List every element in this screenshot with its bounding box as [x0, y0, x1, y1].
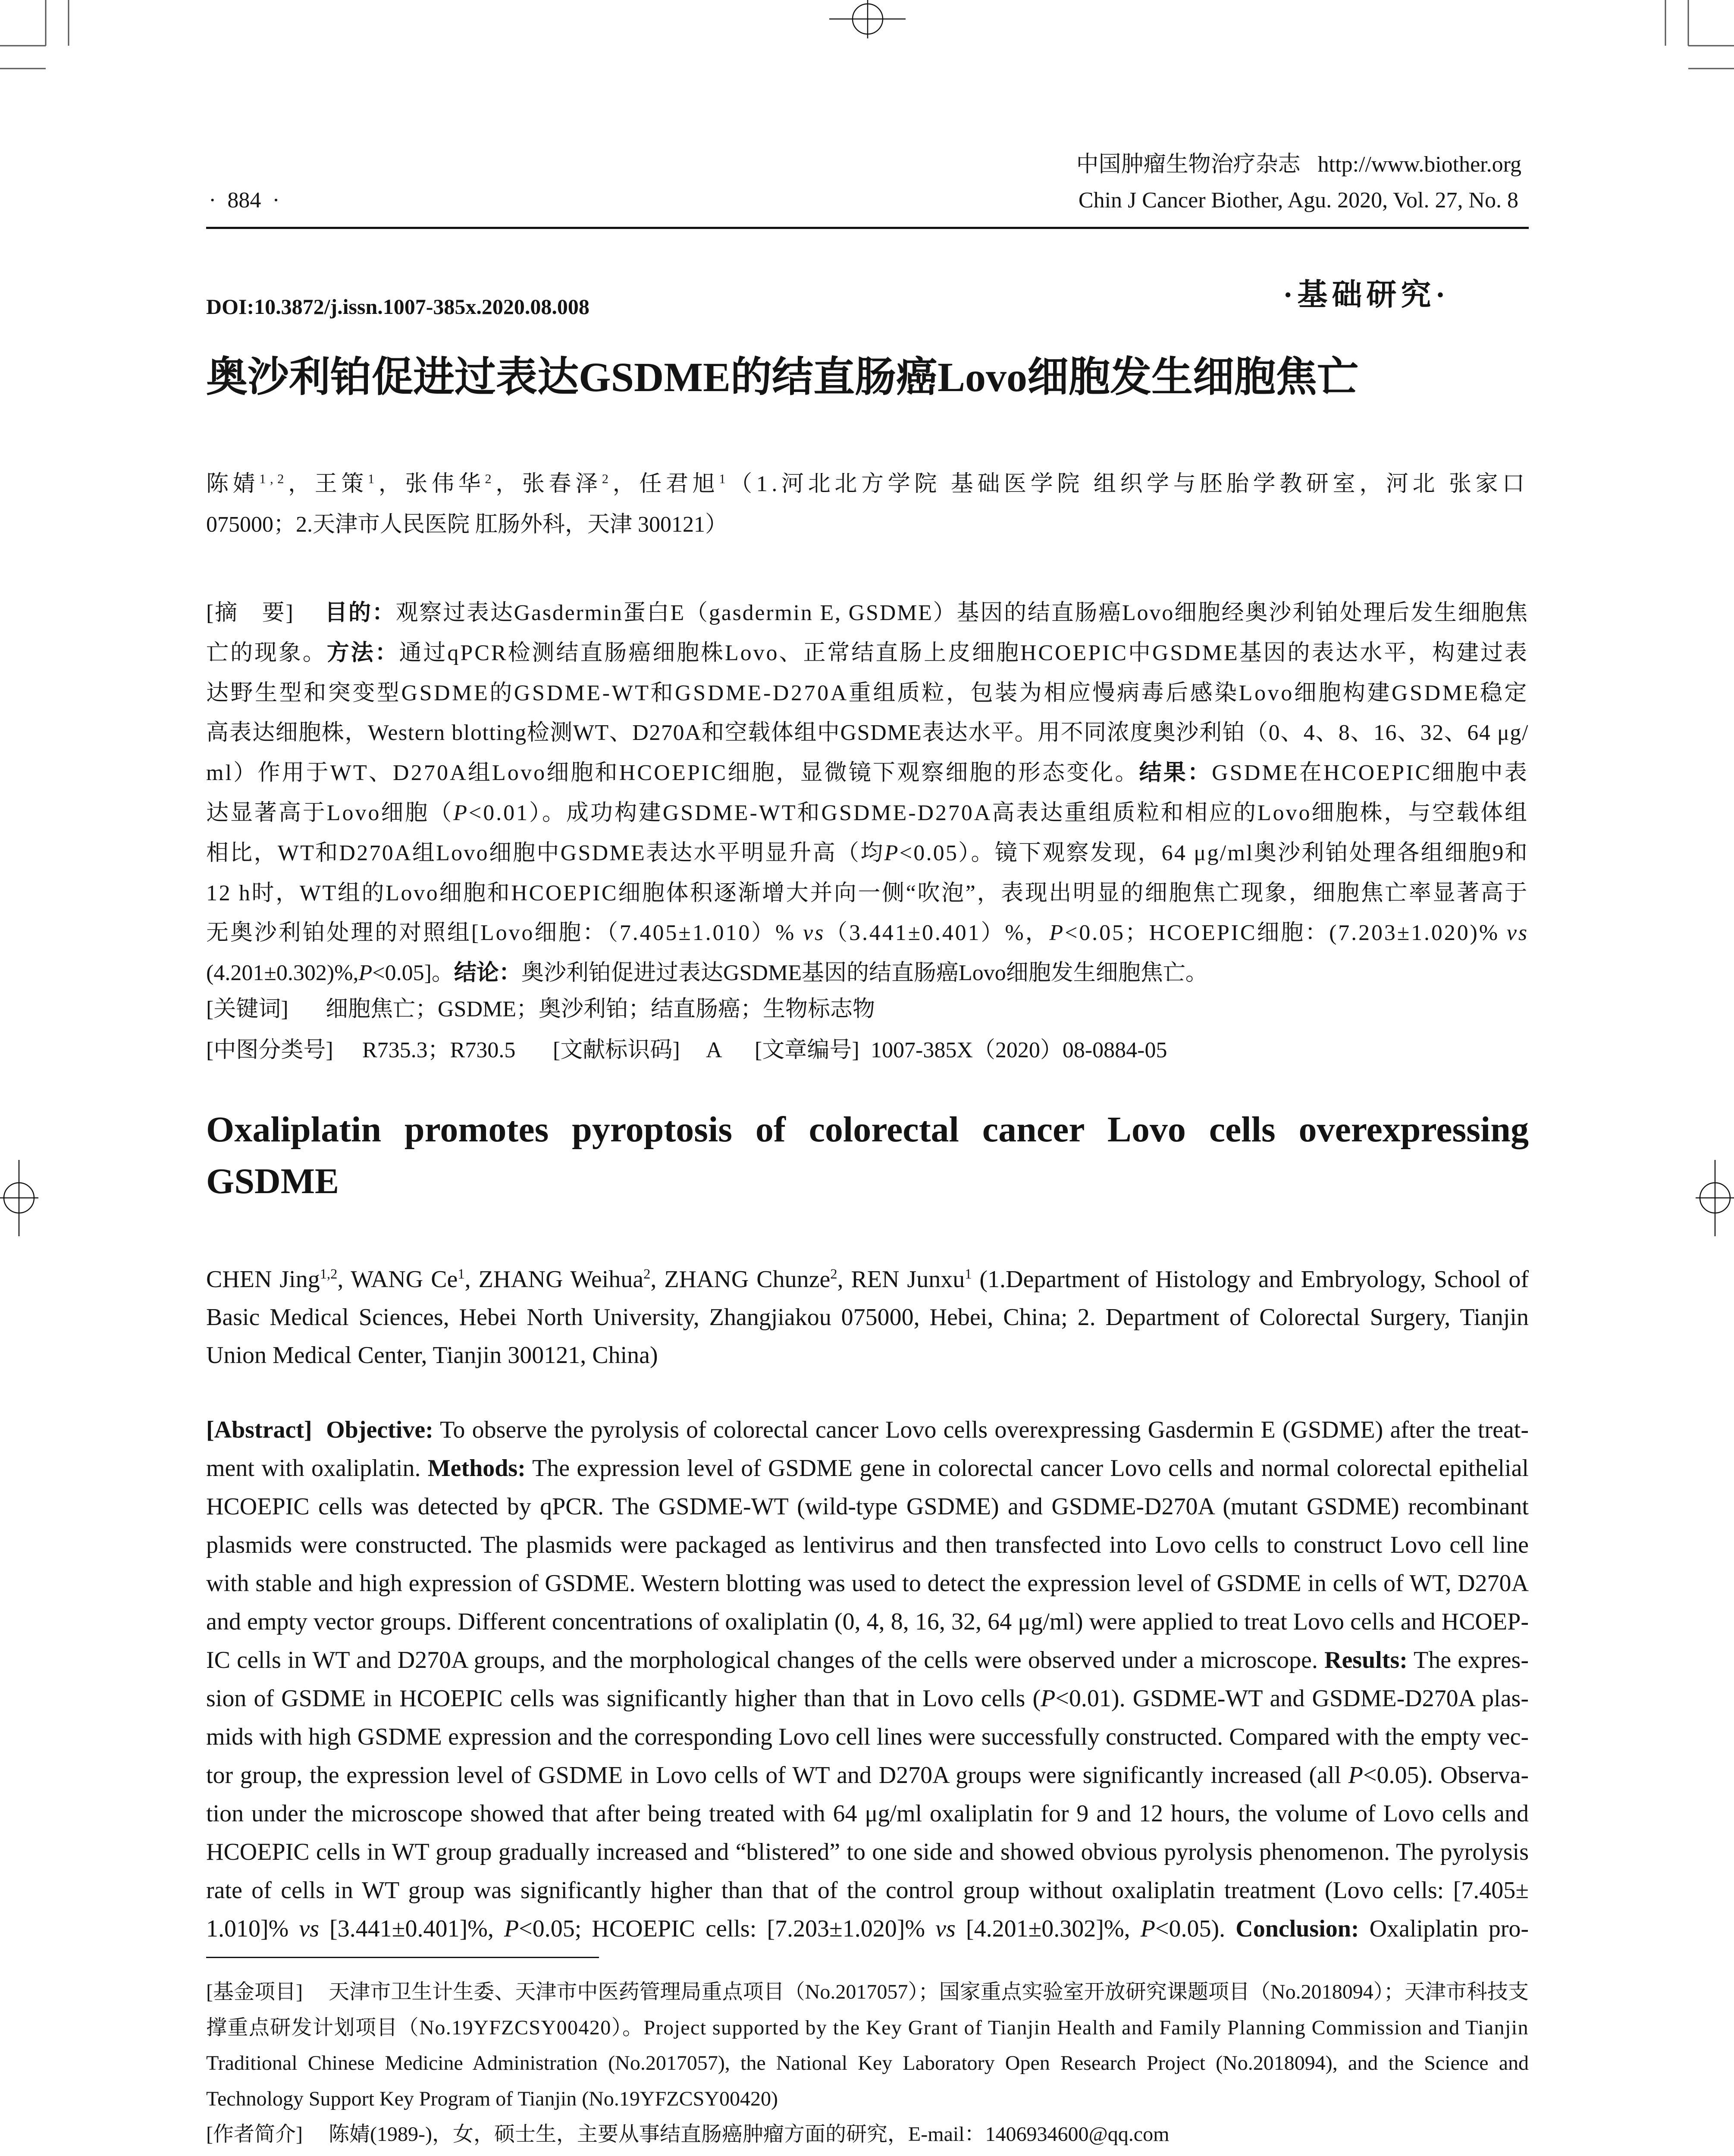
text-line-content — [206, 1910, 1529, 1948]
text-line — [206, 913, 1529, 953]
text-line-content — [206, 1871, 1529, 1910]
text-line-content — [206, 1411, 1529, 1449]
text-run: plasmids were constructed. The plasmids were packaged as lentivirus and then transfected into Lovo cells to construct Lovo cell line — [206, 1532, 1529, 1558]
text-line-content — [206, 1488, 1529, 1526]
section-heading: 方法： — [326, 640, 399, 665]
text-line-content — [206, 1336, 658, 1374]
text-run: 陈婧(1989-)，女，硕士生，主要从事结直肠癌肿瘤方面的研究，E-mail：1406934600@qq.com — [328, 2123, 1170, 2146]
text-run: tor group, the expression level of GSDME in Lovo cells of WT and D270A groups were significantly increased (all — [206, 1762, 1348, 1789]
text-run: 无奥沙利铂处理的对照组[Lovo细胞：（7.405±1.010）% — [206, 921, 803, 946]
text-run: <0.05]。 — [372, 961, 454, 986]
text-line-content — [206, 2153, 1529, 2156]
text-run: [4.201±0.302]%, — [955, 1915, 1141, 1942]
text-run: Oxaliplatin promotes pyroptosis of colorectal cancer Lovo cells overexpressing — [206, 1109, 1529, 1150]
journal-name-cn: 中国肿瘤生物治疗杂志 — [1076, 152, 1301, 177]
text-line — [206, 1526, 1529, 1564]
text-line — [206, 1260, 1529, 1298]
text-line-content — [206, 1974, 1529, 2010]
text-line — [206, 1641, 1529, 1680]
text-run: CHEN Jing — [206, 1266, 320, 1293]
text-line — [206, 1833, 1529, 1871]
text-run: <0.05；HCOEPIC细胞：(7.203±1.020)% — [1065, 921, 1507, 946]
text-run: （1.河北北方学院 基础医学院 组织学与胚胎学教研室，河北 张家口 — [730, 472, 1529, 496]
text-line-content — [206, 1526, 1529, 1564]
affiliation-superscript: 1 — [368, 471, 379, 486]
text-line — [206, 2117, 1529, 2153]
text-run: sion of GSDME in HCOEPIC cells was significantly higher than that in Lovo cells ( — [206, 1685, 1041, 1712]
text-line — [206, 1756, 1529, 1795]
affiliation-superscript: 1,2 — [320, 1266, 338, 1282]
footnote-separator — [206, 1957, 599, 1958]
italic-run: vs — [803, 921, 825, 946]
text-run: <0.01). GSDME-WT and GSDME-D270A plas- — [1055, 1685, 1529, 1712]
text-line — [206, 2010, 1529, 2046]
clc-number: R735.3；R730.5 — [362, 1038, 516, 1062]
document-code: A — [706, 1038, 722, 1062]
text-line — [206, 1488, 1529, 1526]
text-run: <0.05）。镜下观察发现，64 μg/ml奥沙利铂处理各组细胞9和 — [899, 840, 1529, 865]
text-line — [206, 834, 1529, 874]
text-run: Basic Medical Sciences, Hebei North University, Zhangjiakou 075000, Hebei, China; 2. Department of Colorectal Surgery, Tianjin — [206, 1304, 1529, 1331]
text-line — [206, 1411, 1529, 1449]
text-run: Union Medical Center, Tianjin 300121, China) — [206, 1342, 658, 1369]
field-label: [摘 要] — [206, 601, 325, 625]
keywords-label: [关键词] — [206, 997, 288, 1022]
text-run: ment with oxaliplatin. — [206, 1455, 428, 1482]
page-number: · 884 · — [209, 188, 280, 213]
text-run: （3.441±0.401）%， — [825, 921, 1050, 946]
text-run: (1.Department of Histology and Embryology, School of — [972, 1266, 1529, 1293]
text-line-content — [206, 1795, 1529, 1833]
footnote-corresponding-author — [206, 2153, 1529, 2156]
text-run: 12 h时，WT组的Lovo细胞和HCOEPIC细胞体积逐渐增大并向一侧“吹泡”，表现出明显的细胞焦亡现象，细胞焦亡率显著高于 — [206, 881, 1529, 906]
text-line — [206, 1336, 1529, 1374]
registration-target-icon-left — [0, 1160, 38, 1236]
text-line — [206, 1871, 1529, 1910]
keywords-text: 细胞焦亡；GSDME；奥沙利铂；结直肠癌；生物标志物 — [326, 997, 875, 1022]
text-line — [206, 713, 1529, 753]
text-run: GSDME — [206, 1161, 339, 1201]
bold-run: Conclusion: — [1235, 1915, 1359, 1942]
text-run: 达野生型和突变型GSDME的GSDME-WT和GSDME-D270A重组质粒，包装为相应慢病毒后感染Lovo细胞构建GSDME稳定 — [206, 680, 1529, 705]
section-heading: 目的： — [325, 601, 396, 625]
text-line — [206, 1298, 1529, 1336]
text-run: 观察过表达Gasdermin蛋白E（gasdermin E, GSDME）基因的结直肠癌Lovo细胞经奥沙利铂处理后发生细胞焦 — [395, 601, 1529, 625]
field-label: [基金项目] — [206, 1981, 329, 2003]
text-run: To observe the pyrolysis of colorectal cancer Lovo cells overexpressing Gasdermin E (GSDME) after the treat- — [433, 1416, 1529, 1443]
abstract-cn — [206, 593, 1529, 993]
text-line — [206, 2153, 1529, 2156]
affiliation-superscript: 2 — [602, 471, 613, 486]
text-run: <0.05; HCOEPIC cells: [7.203±1.020]% — [519, 1915, 936, 1942]
text-line-content — [206, 1298, 1529, 1336]
footnote-funding — [206, 1974, 1529, 2117]
text-run: ，任君旭 — [612, 472, 719, 496]
text-run: , REN Junxu — [837, 1266, 965, 1293]
italic-run: P — [504, 1915, 519, 1942]
text-line-content — [206, 1564, 1529, 1603]
text-line — [206, 1910, 1529, 1948]
text-run: <0.05). Observa- — [1363, 1762, 1529, 1789]
clc-label: [中图分类号] — [206, 1038, 333, 1062]
text-line — [206, 953, 1529, 993]
text-run: HCOEPIC cells was detected by qPCR. The GSDME-WT (wild-type GSDME) and GSDME-D270A (mutant GSDME) recombinant — [206, 1493, 1529, 1520]
text-run: Technology Support Key Program of Tianjin (No.19YFZCSY00420) — [206, 2087, 778, 2110]
text-line-content — [206, 713, 1529, 753]
italic-run: vs — [1506, 921, 1529, 946]
text-line-content — [206, 2081, 778, 2117]
text-run: <0.05). — [1155, 1915, 1236, 1942]
text-run: and empty vector groups. Different concentrations of oxaliplatin (0, 4, 8, 16, 32, 64 μg/ml) were applied to treat Lovo cells and HCOEP- — [206, 1608, 1529, 1635]
article-number: 1007-385X（2020）08-0884-05 — [871, 1038, 1167, 1062]
text-line — [206, 1718, 1529, 1756]
title-en — [206, 1104, 1529, 1207]
text-run: ，张春泽 — [495, 472, 602, 496]
text-run: , WANG Ce — [337, 1266, 458, 1293]
text-run: The expression level of GSDME gene in colorectal cancer Lovo cells and normal colorectal epithelial — [525, 1455, 1529, 1482]
affiliation-superscript: 1 — [458, 1266, 465, 1282]
text-run: GSDME在HCOEPIC细胞中表 — [1212, 761, 1529, 786]
text-line — [206, 505, 1529, 545]
text-run: 高表达细胞株，Western blotting检测WT、D270A和空载体组中GSDME表达水平。用不同浓度奥沙利铂（0、4、8、16、32、64 μg/ — [206, 721, 1529, 746]
text-run: ，王策 — [288, 472, 368, 496]
text-run: [3.441±0.401]%, — [319, 1915, 504, 1942]
text-line — [206, 633, 1529, 674]
text-run: tion under the microscope showed that after being treated with 64 μg/ml oxaliplatin for 9 and 12 hours, the volume of Lovo cells and — [206, 1800, 1529, 1827]
article-number-label: [文章编号] — [755, 1038, 859, 1062]
text-line — [206, 1974, 1529, 2010]
keywords-cn — [206, 989, 1529, 1029]
affiliation-superscript: 1 — [719, 471, 730, 486]
text-line-content — [206, 1260, 1529, 1298]
text-line — [206, 1603, 1529, 1641]
authors-en — [206, 1260, 1529, 1374]
text-line-content — [206, 1756, 1529, 1795]
text-run: HCOEPIC cells in WT group gradually increased and “blistered” to one side and showed obvious pyrolysis phenomenon. The pyrolysis — [206, 1839, 1529, 1865]
column-label: ·基础研究· — [1283, 279, 1450, 312]
section-heading: 结论： — [454, 961, 521, 986]
text-run: 奥沙利铂促进过表达GSDME基因的结直肠癌Lovo细胞发生细胞焦亡。 — [521, 961, 1208, 986]
italic-run: P — [1049, 921, 1065, 946]
text-run: 通过qPCR检测结直肠癌细胞株Lovo、正常结直肠上皮细胞HCOEPIC中GSDME基因的表达水平，构建过表 — [399, 640, 1529, 665]
section-heading: 结果： — [1139, 761, 1212, 786]
document-code-label: [文献标识码] — [553, 1038, 680, 1062]
journal-url-link[interactable]: http://www.biother.org — [1317, 152, 1521, 177]
text-run: IC cells in WT and D270A groups, and the morphological changes of the cells were observed under a microscope. — [206, 1647, 1324, 1673]
affiliation-superscript: 2 — [485, 471, 496, 486]
text-line-content — [206, 1156, 339, 1207]
registration-target-icon-right — [1696, 1160, 1734, 1236]
text-line-content — [206, 834, 1529, 874]
text-line — [206, 674, 1529, 714]
text-line-content — [206, 1833, 1529, 1871]
italic-run: P — [884, 840, 900, 865]
text-line-content — [206, 593, 1529, 633]
italic-run: P — [453, 800, 469, 825]
text-line-content — [206, 913, 1529, 953]
text-line-content — [206, 793, 1529, 834]
text-line-content — [206, 633, 1529, 674]
text-run: 撑重点研发计划项目（No.19YFZCSY00420）。Project supported by the Key Grant of Tianjin Health and Family Planning Commission and Tianjin — [206, 2016, 1529, 2039]
text-line — [206, 1564, 1529, 1603]
footnote-author-bio — [206, 2117, 1529, 2153]
text-line-content — [206, 1603, 1529, 1641]
text-line — [206, 464, 1529, 505]
text-run: 陈婧 — [206, 472, 260, 496]
text-run: (4.201±0.302)%, — [206, 961, 359, 986]
text-run: ml）作用于WT、D270A组Lovo细胞和HCOEPIC细胞，显微镜下观察细胞的形态变化。 — [206, 761, 1139, 786]
text-run: 天津市卫生计生委、天津市中医药管理局重点项目（No.2017057）；国家重点实验室开放研究课题项目（No.2018094）；天津市科技支 — [329, 1981, 1529, 2003]
italic-run: P — [1348, 1762, 1363, 1789]
text-line-content — [206, 1449, 1529, 1488]
text-run: Traditional Chinese Medicine Administration (No.2017057), the National Key Laboratory Open Research Project (No.2018094), and the Science and — [206, 2052, 1529, 2075]
authors-cn — [206, 464, 1529, 545]
text-line — [206, 874, 1529, 914]
text-run: Oxaliplatin pro- — [1359, 1915, 1529, 1942]
header-rule — [206, 227, 1529, 229]
text-run: ，张伟华 — [378, 472, 485, 496]
text-line-content — [206, 1680, 1529, 1718]
affiliation-superscript: 2 — [830, 1266, 837, 1282]
text-line-content — [206, 953, 1208, 993]
text-line — [206, 1156, 1529, 1207]
affiliation-superscript: 2 — [643, 1266, 651, 1282]
text-line-content — [206, 874, 1529, 914]
text-line-content — [206, 505, 727, 545]
italic-run: vs — [935, 1915, 956, 1942]
text-line — [206, 1795, 1529, 1833]
abstract-en — [206, 1411, 1529, 1948]
bold-run: [Abstract] Objective: — [206, 1416, 433, 1443]
text-line-content — [206, 464, 1529, 505]
text-line — [206, 593, 1529, 633]
text-line — [206, 753, 1529, 793]
text-line-content — [206, 1641, 1529, 1680]
text-run: 相比，WT和D270A组Lovo细胞中GSDME表达水平明显升高（均 — [206, 840, 884, 865]
text-line — [206, 2046, 1529, 2081]
journal-citation-en: Chin J Cancer Biother, Agu. 2020, Vol. 27, No. 8 — [1078, 188, 1518, 213]
text-line — [206, 1680, 1529, 1718]
affiliation-superscript: 1,2 — [259, 471, 288, 486]
text-run: mids with high GSDME expression and the corresponding Lovo cell lines were successfully constructed. Compared with the empty vec- — [206, 1724, 1529, 1750]
text-run: with stable and high expression of GSDME. Western blotting was used to detect the expression level of GSDME in cells of WT, D270A — [206, 1570, 1529, 1597]
classification-line — [206, 1030, 1529, 1070]
title-cn: 奥沙利铂促进过表达GSDME的结直肠癌Lovo细胞发生细胞焦亡 — [206, 354, 1359, 400]
text-line-content — [206, 2046, 1529, 2081]
registration-target-icon-top — [829, 0, 906, 38]
running-header-journal — [1076, 150, 1521, 180]
italic-run: P — [1140, 1915, 1155, 1942]
field-label: [作者简介] — [206, 2123, 329, 2146]
bold-run: Results: — [1324, 1647, 1408, 1673]
italic-run: P — [1041, 1685, 1056, 1712]
text-run: , ZHANG Weihua — [464, 1266, 644, 1293]
bold-run: Methods: — [427, 1455, 526, 1482]
text-run: 075000；2.天津市人民医院 肛肠外科，天津 300121） — [206, 512, 728, 537]
text-line-content — [206, 2010, 1529, 2046]
text-run: rate of cells in WT group was significantly higher than that of the control group without oxaliplatin treatment (Lovo cells: [7.405± — [206, 1877, 1529, 1904]
text-run: 达显著高于Lovo细胞（ — [206, 800, 454, 825]
text-run: 1.010]% — [206, 1915, 299, 1942]
text-line-content — [206, 2117, 1169, 2153]
footnotes — [206, 1974, 1529, 2156]
text-run: 亡的现象。 — [206, 640, 327, 665]
text-line-content — [206, 1718, 1529, 1756]
text-run: The expres- — [1407, 1647, 1529, 1673]
doi: DOI:10.3872/j.issn.1007-385x.2020.08.008 — [206, 295, 589, 319]
text-line-content — [206, 1104, 1529, 1156]
text-run: , ZHANG Chunze — [650, 1266, 831, 1293]
italic-run: vs — [299, 1915, 320, 1942]
text-line-content — [206, 674, 1529, 714]
italic-run: P — [358, 961, 373, 986]
affiliation-superscript: 1 — [965, 1266, 972, 1282]
text-line — [206, 2081, 1529, 2117]
text-run: <0.01）。成功构建GSDME-WT和GSDME-D270A高表达重组质粒和相应的Lovo细胞株，与空载体组 — [468, 800, 1529, 825]
text-line — [206, 793, 1529, 834]
text-line — [206, 1449, 1529, 1488]
text-line — [206, 1104, 1529, 1156]
text-line-content — [206, 753, 1529, 793]
